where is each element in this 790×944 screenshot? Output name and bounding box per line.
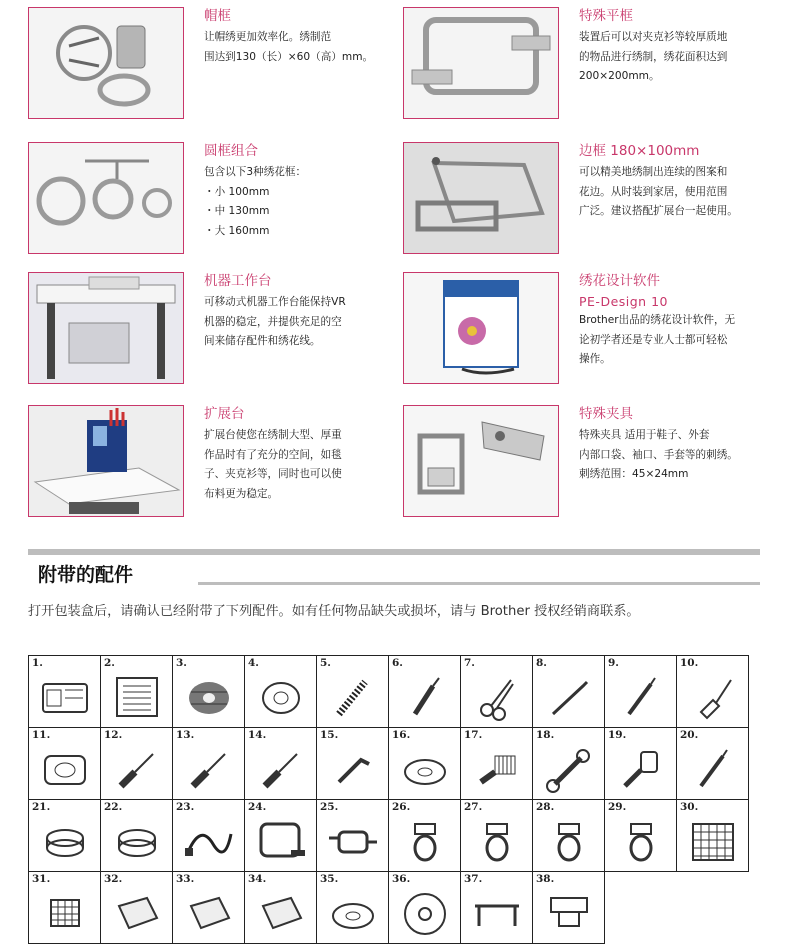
software-box-photo [403,272,559,384]
product-subtitle: PE-Design 10 [579,294,668,309]
accessory-cell [245,800,317,872]
accessory-cell [677,800,749,872]
accessory-number: 10. [680,657,699,669]
product-desc-line: 的物品进行绣制，绣花面积达到 [579,50,728,63]
product-software [403,272,778,400]
accessory-number: 23. [176,801,195,813]
accessory-number: 34. [248,873,267,885]
accessory-number: 35. [320,873,339,885]
accessory-cell [173,656,245,728]
accessory-cell [533,728,605,800]
accessory-cell [101,872,173,944]
accessory-cell [245,656,317,728]
accessory-cell [605,728,677,800]
accessory-number: 17. [464,729,483,741]
product-desc-line: 让帽绣更加效率化。绣制范 [204,31,332,43]
product-extension-table [28,405,403,533]
accessory-cell [29,872,101,944]
accessory-number: 26. [392,801,411,813]
product-desc-line: 刺绣范围：45×24mm [579,468,689,480]
accessory-cell [29,656,101,728]
accessory-number: 21. [32,801,51,813]
accessory-number: 20. [680,729,699,741]
accessory-cell [29,800,101,872]
product-title: 绣花设计软件 [579,273,660,289]
accessory-number: 29. [608,801,627,813]
accessory-cell [245,728,317,800]
accessory-number: 25. [320,801,339,813]
accessory-number: 19. [608,729,627,741]
product-desc-line: 间来储存配件和绣花线。 [204,335,321,347]
product-round-frames [28,142,403,270]
product-border-frame [403,142,778,270]
round-frames-photo [28,142,184,254]
product-desc-line: 可移动式机器工作台能保持VR [204,296,346,308]
accessory-number: 16. [392,729,411,741]
empty-cell [605,872,677,944]
product-desc-line: 装置后可以对夹克衫等较厚质地 [579,31,728,43]
accessory-cell [317,656,389,728]
section-title: 附带的配件 [38,564,134,586]
accessory-cell [389,728,461,800]
product-flat-frame [403,7,778,135]
accessory-number: 3. [176,657,187,669]
accessories-row [29,656,749,728]
border-frame-photo [403,142,559,254]
product-title: 特殊夹具 [579,406,633,422]
accessory-cell [461,800,533,872]
accessory-number: 4. [248,657,259,669]
empty-cell [677,872,749,944]
extension-table-photo [28,405,184,517]
accessory-cell [605,800,677,872]
section-divider [28,549,760,555]
accessory-cell [101,656,173,728]
product-desc-line: 花边。从时装到家居，使用范围 [579,185,728,198]
product-desc-line: ・中 130mm [204,205,270,217]
accessory-number: 5. [320,657,331,669]
accessory-cell [173,800,245,872]
accessory-cell [245,872,317,944]
product-title: 机器工作台 [204,273,272,289]
product-desc-line: 扩展台使您在绣制大型、厚重 [204,429,342,441]
accessory-number: 32. [104,873,123,885]
product-desc-line: 特殊夹具 适用于鞋子、外套 [579,429,710,441]
accessory-number: 11. [32,729,51,741]
accessory-number: 9. [608,657,619,669]
accessory-cell [29,728,101,800]
accessory-number: 24. [248,801,267,813]
product-title: 扩展台 [204,406,245,422]
accessory-number: 22. [104,801,123,813]
accessory-number: 7. [464,657,475,669]
product-title: 帽框 [204,8,231,24]
accessory-cell [101,800,173,872]
clamp-photo [403,405,559,517]
accessory-number: 13. [176,729,195,741]
accessory-number: 33. [176,873,195,885]
accessory-number: 31. [32,873,51,885]
heading-rule [198,582,760,585]
accessory-cell [173,728,245,800]
product-title: 特殊平框 [579,8,633,24]
product-desc-line: 围达到130（长）×60（高）mm。 [204,50,374,63]
product-desc-line: ・大 160mm [204,224,270,237]
accessory-number: 8. [536,657,547,669]
accessories-heading-bar [28,558,760,588]
accessory-cell [533,800,605,872]
product-work-table [28,272,403,400]
product-desc-line: 包含以下3种绣花框： [204,166,307,178]
accessory-number: 37. [464,873,483,885]
accessory-number: 36. [392,873,411,885]
accessory-number: 15. [320,729,339,741]
product-desc-line: 论初学者还是专业人士都可轻松 [579,333,728,346]
accessory-number: 28. [536,801,555,813]
accessory-cell [677,656,749,728]
product-desc-line: 操作。 [579,353,611,365]
product-hat-frame [28,7,403,135]
accessory-cell [173,872,245,944]
product-desc-line: 200×200mm。 [579,70,660,82]
product-desc-line: 作品时有了充分的空间，如毯 [204,448,342,461]
accessory-number: 14. [248,729,267,741]
accessory-cell [461,872,533,944]
accessory-cell [461,656,533,728]
accessory-cell [533,872,605,944]
accessory-cell [461,728,533,800]
accessory-cell [317,800,389,872]
accessory-number: 12. [104,729,123,741]
accessory-cell [605,656,677,728]
accessory-number: 1. [32,657,43,669]
accessories-intro: 打开包装盒后，请确认已经附带了下列配件。如有任何物品缺失或损坏，请与 Brother 授权经销商联系。 [28,604,640,619]
accessories-row [29,800,749,872]
accessory-number: 30. [680,801,699,813]
accessory-cell [389,656,461,728]
product-title: 圆框组合 [204,143,258,159]
accessory-cell [317,728,389,800]
product-desc-line: 广泛。建议搭配扩展台一起使用。 [579,205,738,217]
accessories-row [29,728,749,800]
work-table-photo [28,272,184,384]
product-desc-line: 布料更为稳定。 [204,487,279,500]
hat-frame-photo [28,7,184,119]
product-desc-line: ・小 100mm [204,185,270,198]
accessory-cell [677,728,749,800]
accessories-row [29,872,749,944]
accessory-number: 6. [392,657,403,669]
product-desc-line: 内部口袋、袖口、手套等的刺绣。 [579,448,738,461]
accessory-number: 18. [536,729,555,741]
accessories-grid [28,655,749,944]
product-desc-line: 子、夹克衫等，同时也可以使 [204,468,342,480]
product-clamp [403,405,778,533]
accessory-cell [317,872,389,944]
accessory-cell [533,656,605,728]
accessory-cell [389,800,461,872]
product-title: 边框 180×100mm [579,143,700,159]
product-desc-line: 可以精美地绣制出连续的图案和 [579,166,728,178]
flat-frame-photo [403,7,559,119]
product-desc-line: 机器的稳定，并提供充足的空 [204,315,342,328]
accessory-cell [101,728,173,800]
accessory-cell [389,872,461,944]
accessory-number: 2. [104,657,115,669]
accessory-number: 38. [536,873,555,885]
product-desc-line: Brother出品的绣花设计软件，无 [579,314,736,326]
accessory-number: 27. [464,801,483,813]
